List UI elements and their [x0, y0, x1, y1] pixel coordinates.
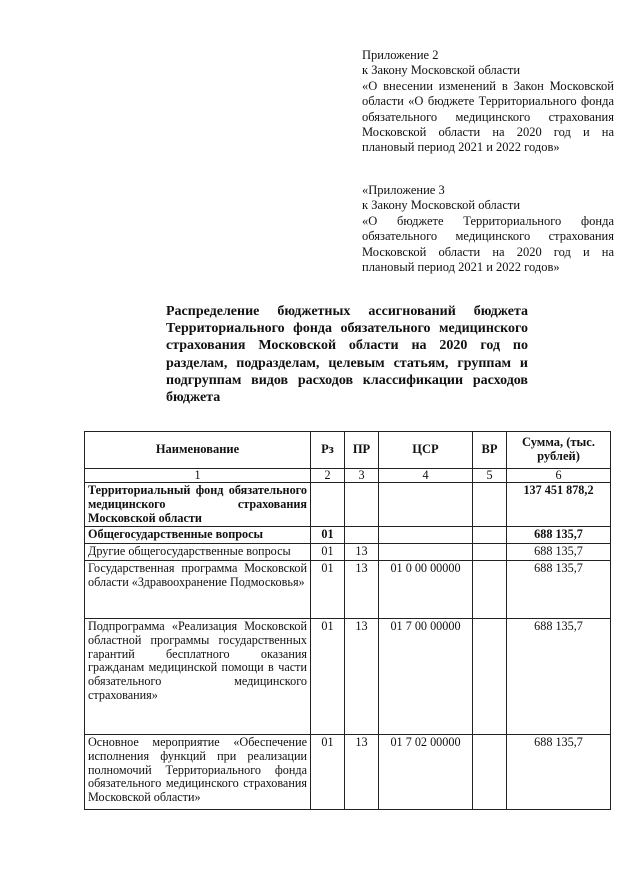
header-name: Наименование — [85, 432, 311, 469]
table-header-row — [85, 432, 611, 469]
table-row — [85, 544, 611, 561]
row-name: Подпрограмма «Реализация Московской областной программы государственных гарантий бесплатного оказания гражданам медицинской помощи в части обязательного медицинского страхования» — [85, 618, 311, 734]
header-csr: ЦСР — [379, 432, 473, 469]
appendix-3-law-ref: к Закону Московской области — [362, 198, 521, 213]
column-number: 2 — [311, 469, 345, 483]
row-csr: 01 0 00 00000 — [379, 560, 473, 618]
appendix-3-block — [362, 183, 614, 275]
appendix-2-law-title: «О внесении изменений в Закон Московской области «О бюджете Территориального фонда обязательного медицинского страхования Московской области на 2020 год и на плановый период 2021 и 2022 годов» — [362, 78, 614, 155]
column-number: 3 — [345, 469, 379, 483]
table-row — [85, 527, 611, 544]
column-number: 6 — [507, 469, 611, 483]
row-csr — [379, 527, 473, 544]
column-number: 1 — [85, 469, 311, 483]
row-csr: 01 7 00 00000 — [379, 618, 473, 734]
row-name: Государственная программа Московской области «Здравоохранение Подмосковья» — [85, 560, 311, 618]
row-pr — [345, 483, 379, 527]
row-vr — [473, 560, 507, 618]
header-rz: Рз — [311, 432, 345, 469]
appendix-3-law-title: «О бюджете Территориального фонда обязательного медицинского страхования Московской области на 2020 год и на плановый период 2021 и 2022 годов» — [362, 213, 614, 275]
row-name: Территориальный фонд обязательного медицинского страхования Московской области — [85, 483, 311, 527]
row-vr — [473, 544, 507, 561]
column-number-row — [85, 469, 611, 483]
row-vr — [473, 483, 507, 527]
header-sum: Сумма, (тыс. рублей) — [507, 432, 611, 469]
header-vr: ВР — [473, 432, 507, 469]
row-pr: 13 — [345, 544, 379, 561]
row-sum: 688 135,7 — [507, 560, 611, 618]
row-name: Другие общегосударственные вопросы — [85, 544, 311, 561]
row-pr: 13 — [345, 618, 379, 734]
row-csr — [379, 483, 473, 527]
row-name: Общегосударственные вопросы — [85, 527, 311, 544]
row-vr — [473, 734, 507, 809]
row-vr — [473, 618, 507, 734]
row-sum: 688 135,7 — [507, 618, 611, 734]
appendix-2-label: Приложение 2 — [362, 48, 439, 62]
document-title: Распределение бюджетных ассигнований бюджета Территориального фонда обязательного медицинского страхования Московской области на 2020 год по разделам, подразделам, целевым статьям, группам и подгруппам видов расходов классификации расходов бюджета — [166, 304, 528, 406]
appendix-3-label: «Приложение 3 — [362, 183, 445, 197]
appendix-2-block — [362, 48, 614, 156]
column-number: 5 — [473, 469, 507, 483]
row-rz: 01 — [311, 734, 345, 809]
row-csr: 01 7 02 00000 — [379, 734, 473, 809]
row-sum: 688 135,7 — [507, 734, 611, 809]
column-number: 4 — [379, 469, 473, 483]
row-pr: 13 — [345, 560, 379, 618]
row-rz: 01 — [311, 560, 345, 618]
row-sum: 688 135,7 — [507, 527, 611, 544]
row-name: Основное мероприятие «Обеспечение исполнения функций при реализации полномочий Территориального фонда обязательного медицинского страхования Московской области» — [85, 734, 311, 809]
budget-table — [84, 431, 611, 810]
table-row — [85, 560, 611, 618]
table-row — [85, 483, 611, 527]
table-row — [85, 734, 611, 809]
row-pr — [345, 527, 379, 544]
row-rz — [311, 483, 345, 527]
row-sum: 137 451 878,2 — [507, 483, 611, 527]
row-pr: 13 — [345, 734, 379, 809]
row-sum: 688 135,7 — [507, 544, 611, 561]
row-rz: 01 — [311, 618, 345, 734]
row-vr — [473, 527, 507, 544]
row-rz: 01 — [311, 544, 345, 561]
table-row — [85, 618, 611, 734]
row-rz: 01 — [311, 527, 345, 544]
row-csr — [379, 544, 473, 561]
appendix-2-law-ref: к Закону Московской области — [362, 63, 521, 78]
header-pr: ПР — [345, 432, 379, 469]
